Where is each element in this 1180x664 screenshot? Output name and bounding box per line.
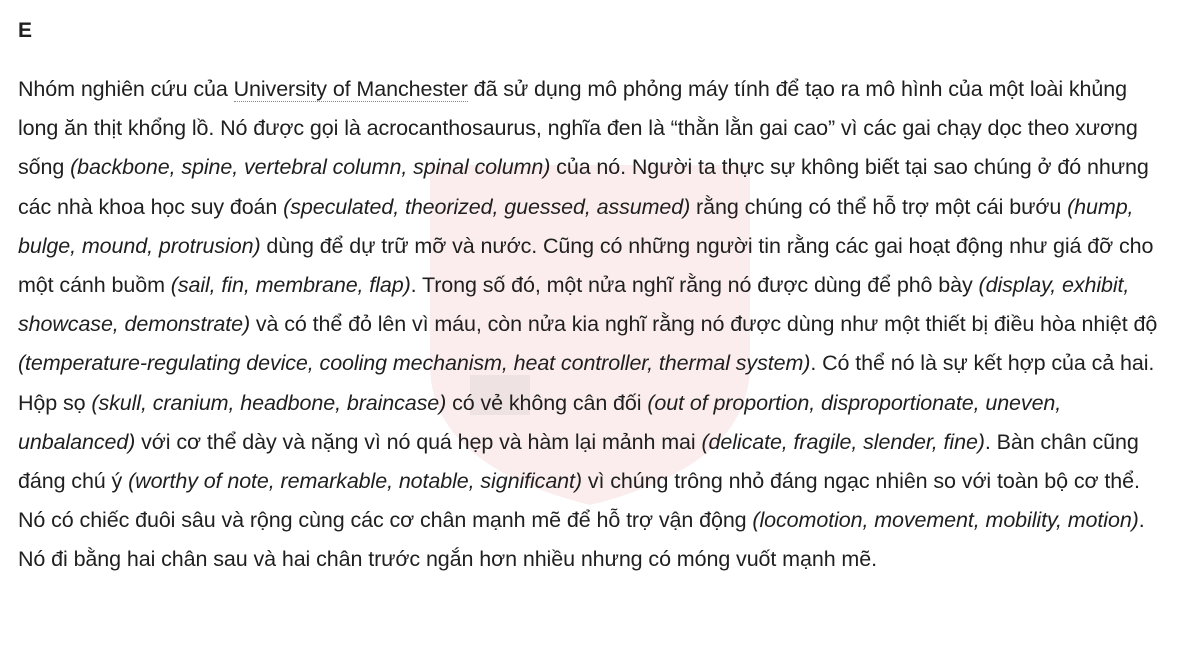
text-segment: vì chúng trông nhỏ đáng ngạc nhiên so với toàn bộ cơ thể. Nó có chiếc đuôi sâu và rộng cùng các cơ chân mạnh mẽ để hỗ trợ vận động [18,469,1140,533]
synonym-list: (hump, bulge, mound, protrusion) [18,194,1134,258]
text-segment: . Có thể nó là sự kết hợp của cả hai. Hộp sọ [18,351,1155,415]
synonym-list: (temperature-regulating device, cooling mechanism, heat controller, thermal system) [18,351,811,376]
synonym-list: (locomotion, movement, mobility, motion) [752,508,1139,533]
text-segment: có vẻ không cân đối [446,390,648,415]
text-segment: Nhóm nghiên cứu của [18,77,234,101]
synonym-list: (skull, cranium, headbone, braincase) [91,390,447,415]
text-segment: . Bàn chân cũng đáng chú ý [18,429,1139,494]
synonym-list: (speculated, theorized, guessed, assumed) [283,194,691,219]
synonym-list: (sail, fin, membrane, flap) [170,273,411,298]
synonym-list: (display, exhibit, showcase, demonstrate) [18,273,1130,337]
text-segment: rằng chúng có thể hỗ trợ một cái bướu [690,194,1068,219]
text-segment: với cơ thể dày và nặng vì nó quá hẹp và hàm lại mảnh mai [135,429,702,454]
section-paragraph [18,70,1168,580]
synonym-list: (out of proportion, disproportionate, uneven, unbalanced) [18,390,1062,454]
text-segment: và có thể đỏ lên vì máu, còn nửa kia nghĩ rằng nó được dùng như một thiết bị điều hòa nhiệt độ [250,312,1158,337]
university-link[interactable]: University of Manchester [233,77,468,101]
text-segment: đã sử dụng mô phỏng máy tính để tạo ra mô hình của một loài khủng long ăn thịt khổng lồ. Nó được gọi là acrocanthosaurus, nghĩa đen là “thằn lằn gai cao” vì các gai chạy dọc theo xương sống [18,77,1138,180]
section-heading-letter: E [18,19,33,42]
text-segment: . Trong số đó, một nửa nghĩ rằng nó được dùng để phô bày [410,273,979,298]
synonym-list: (backbone, spine, vertebral column, spinal column) [70,155,551,180]
text-segment: dùng để dự trữ mỡ và nước. Cũng có những người tin rằng các gai hoạt động như giá đỡ cho một cánh buồm [18,233,1154,298]
synonym-list: (delicate, fragile, slender, fine) [701,429,985,454]
text-segment: của nó. Người ta thực sự không biết tại sao chúng ở đó nhưng các nhà khoa học suy đoán [18,155,1149,219]
synonym-list: (worthy of note, remarkable, notable, significant) [128,469,582,494]
text-segment: . Nó đi bằng hai chân sau và hai chân trước ngắn hơn nhiều nhưng có móng vuốt mạnh mẽ. [18,508,1145,572]
